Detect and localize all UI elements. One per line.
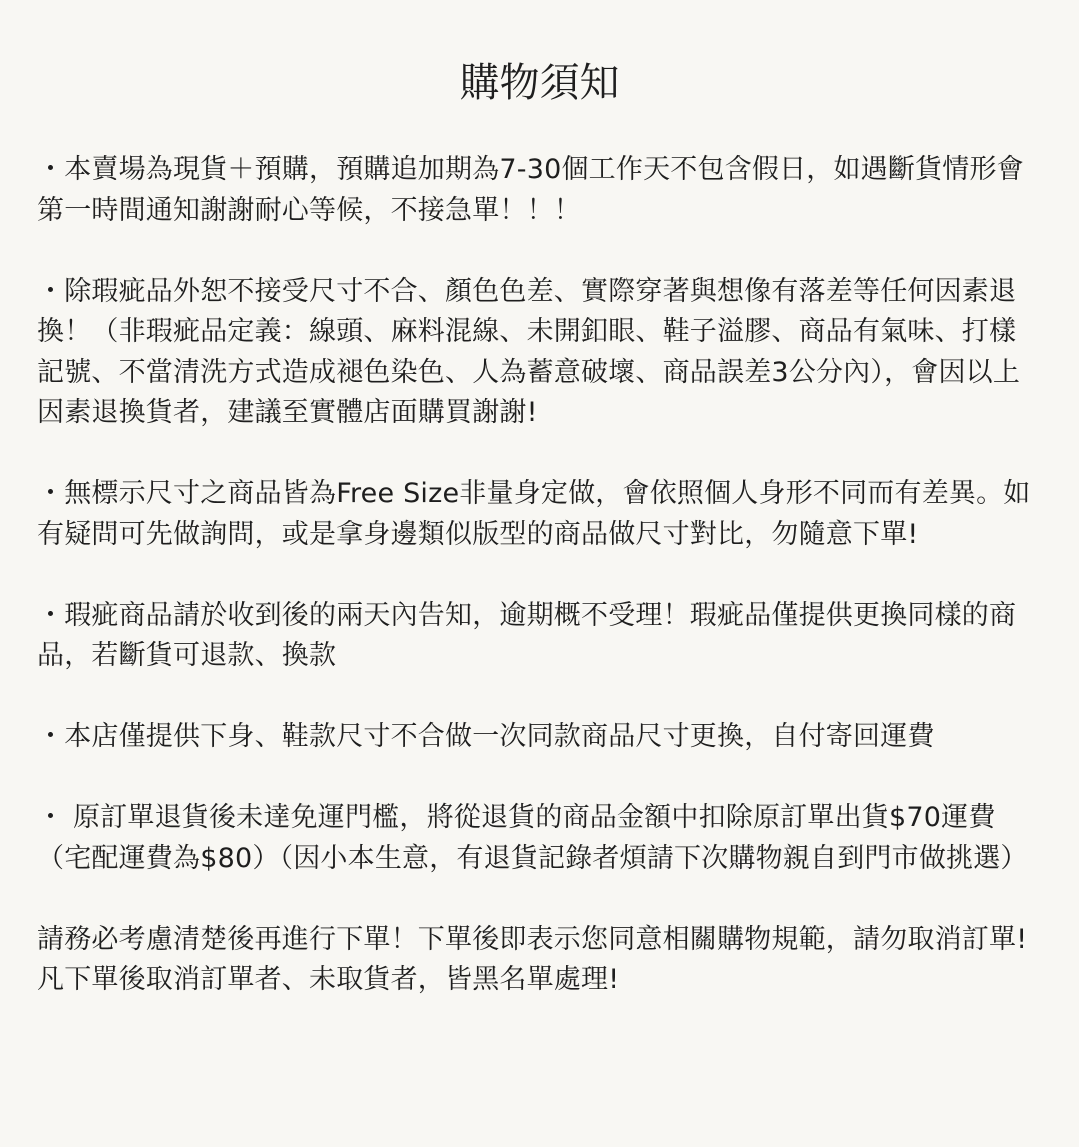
page-title: 購物須知: [459, 60, 620, 106]
notice-final-warning: 請務必考慮清楚後再進行下單！下單後即表示您同意相關購物規範，請勿取消訂單! 凡下單後取消訂單者、未取貨者，皆黑名單處理!: [37, 923, 1028, 995]
notice-no-return: ・除瑕疵品外恕不接受尺寸不合、顏色色差、實際穿著與想像有落差等任何因素退換！（非瑕疵品定義：線頭、麻料混線、未開釦眼、鞋子溢膠、商品有氣味、打樣記號、不當清洗方式造成褪色染色、人為蓄意破壞、商品誤差3公分內），會因以上因素退換貨者，建議至實體店面購買謝謝!: [37, 275, 1021, 428]
notice-defect: ・瑕疵商品請於收到後的兩天內告知，逾期概不受理！瑕疵品僅提供更換同樣的商品，若斷貨可退款、換款: [37, 599, 1017, 671]
notice-free-size: ・無標示尺寸之商品皆為Free Size非量身定做，會依照個人身形不同而有差異。如有疑問可先做詢問，或是拿身邊類似版型的商品做尺寸對比，勿隨意下單!: [37, 478, 1031, 550]
notice-preorder: ・本賣場為現貨＋預購，預購追加期為7-30個工作天不包含假日，如遇斷貨情形會第一時間通知謝謝耐心等候，不接急單！！！: [37, 154, 1024, 226]
notice-size-exchange: ・本店僅提供下身、鞋款尺寸不合做一次同款商品尺寸更換，自付寄回運費: [37, 721, 935, 752]
notice-content: [37, 150, 1042, 1041]
notice-shipping-fee: ・ 原訂單退貨後未達免運門檻，將從退貨的商品金額中扣除原訂單出貨$70運費（宅配運費為$80）（因小本生意，有退貨記錄者煩請下次購物親自到門市做挑選）: [37, 802, 1028, 874]
